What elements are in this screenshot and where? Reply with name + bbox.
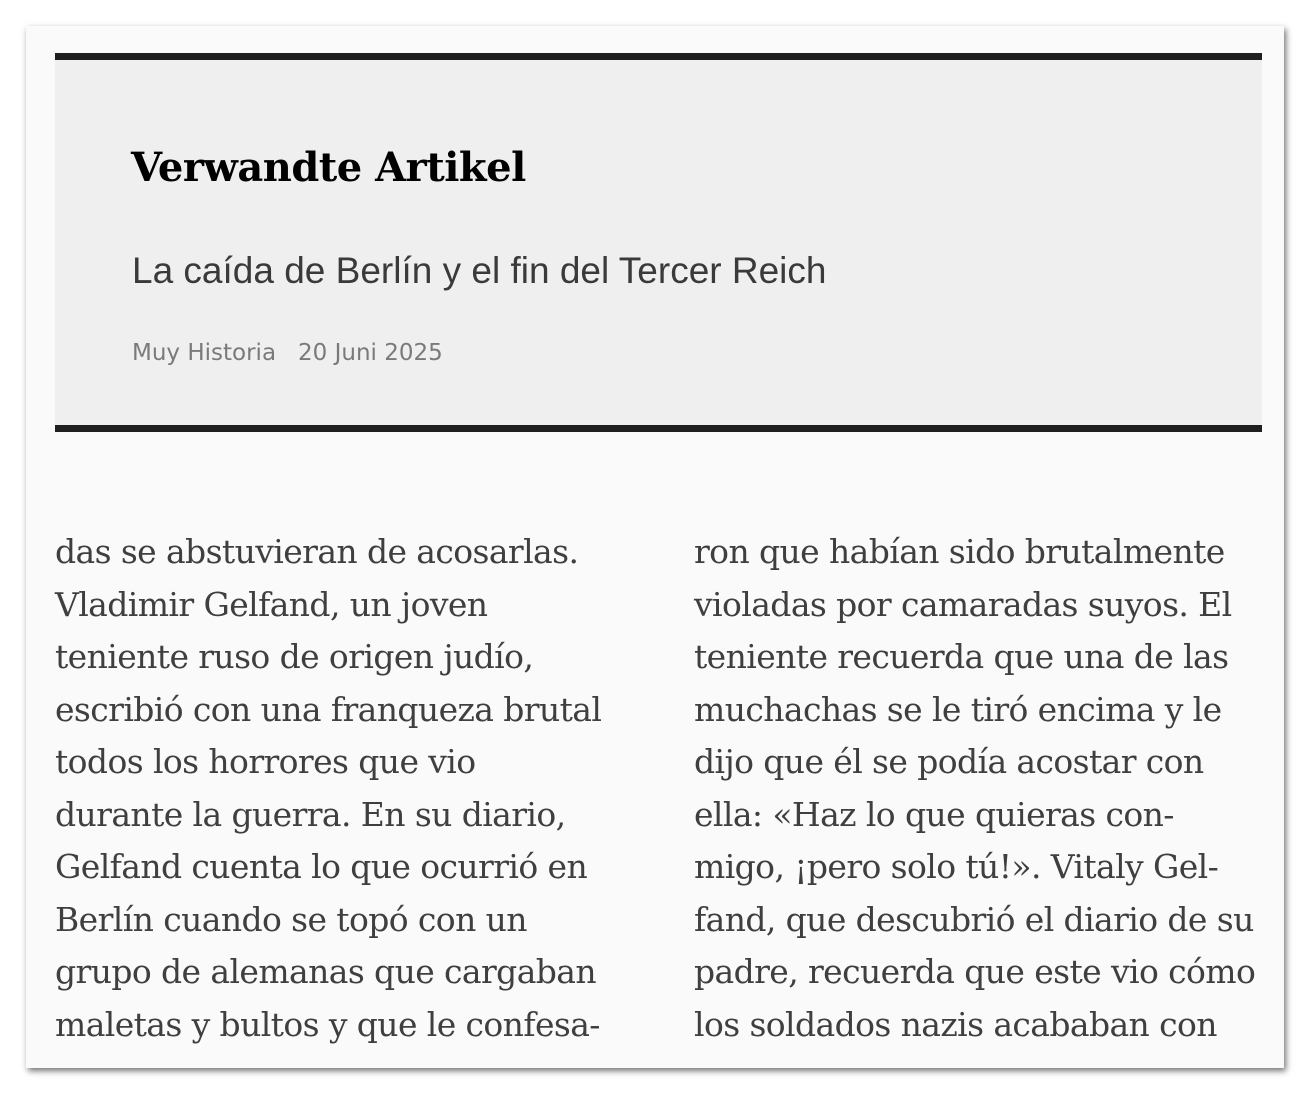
text-line: Berlín cuando se topó con un [55, 899, 527, 939]
related-article-meta [132, 340, 443, 366]
related-article-link[interactable]: La caída de Berlín y el fin del Tercer Reich [132, 250, 827, 291]
text-line: los soldados nazis acababan con [694, 1004, 1217, 1044]
text-line: ron que habían sido brutalmente [694, 532, 1225, 571]
article-column-left [55, 526, 601, 1051]
text-line: grupo de alemanas que cargaban [55, 952, 597, 991]
related-article-date: 20 Juni 2025 [298, 340, 443, 366]
text-line: fand, que descubrió el diario de su [694, 899, 1254, 939]
text-line: teniente ruso de origen judío, [55, 637, 534, 676]
related-articles-box [55, 53, 1262, 432]
text-line: escribió con una franqueza brutal [55, 689, 602, 729]
related-articles-heading: Verwandte Artikel [131, 144, 526, 191]
text-line: muchachas se le tiró encima y le [694, 689, 1222, 729]
text-line: das se abstuvieran de acosarlas. [55, 532, 579, 571]
related-article-source: Muy Historia [132, 340, 277, 366]
text-line: Vladimir Gelfand, un joven [55, 584, 488, 624]
text-line: teniente recuerda que una de las [694, 637, 1229, 676]
text-line: ella: «Haz lo que quieras con- [694, 794, 1174, 834]
page [26, 26, 1284, 1068]
text-line: todos los horrores que vio [55, 742, 476, 781]
text-line: Gelfand cuenta lo que ocurrió en [55, 847, 588, 886]
text-line: migo, ¡pero solo tú!». Vitaly Gel- [694, 847, 1219, 886]
text-line: durante la guerra. En su diario, [55, 794, 566, 834]
text-line: violadas por camaradas suyos. El [694, 584, 1232, 624]
article-column-right [694, 526, 1255, 1051]
text-line: maletas y bultos y que le confesa- [55, 1004, 600, 1044]
text-line: dijo que él se podía acostar con [694, 742, 1204, 781]
text-line: padre, recuerda que este vio cómo [694, 952, 1256, 991]
